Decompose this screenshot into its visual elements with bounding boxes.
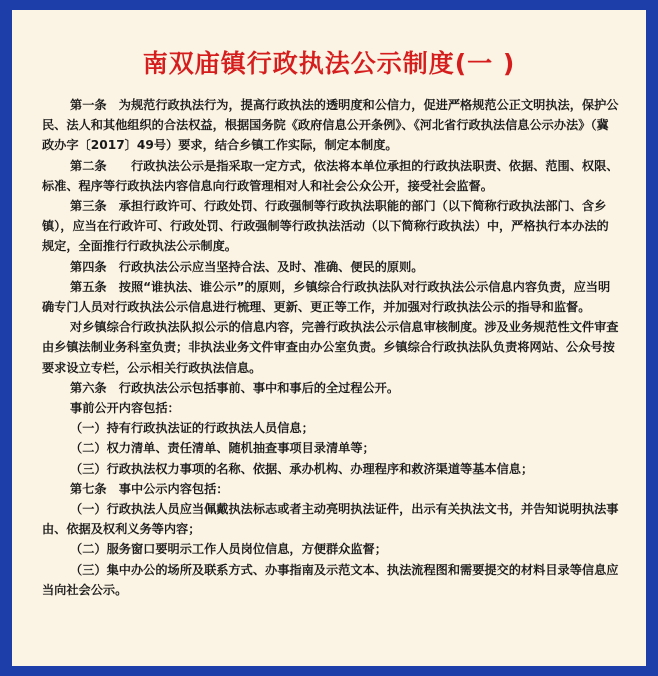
in-process-item-1: （一）行政执法人员应当佩戴执法标志或者主动亮明执法证件，出示有关执法文书，并告知说明执法事由、依据及权利义务等内容；	[42, 502, 619, 537]
pre-disclosure-heading: 事前公开内容包括：	[70, 401, 180, 416]
pre-disclosure-item-3: （三）行政执法权力事项的名称、依据、承办机构、办理程序和救济渠道等基本信息；	[70, 461, 534, 476]
article-1: 第一条 为规范行政执法行为，提高行政执法的透明度和公信力，促进严格规范公正文明执法，保护公民、法人和其他组织的合法权益，根据国务院《政府信息公开条例》、《河北省行政执法信息公示办法》（冀政办字〔2017〕49号）要求，结合乡镇工作实际，制定本制度。	[42, 98, 619, 153]
pre-disclosure-item-2: （二）权力清单、责任清单、随机抽查事项目录清单等；	[70, 441, 375, 456]
article-4: 第四条 行政执法公示应当坚持合法、及时、准确、便民的原则。	[70, 259, 424, 274]
pre-disclosure-item-1: （一）持有行政执法证的行政执法人员信息；	[70, 421, 314, 436]
page-title: 南双庙镇行政执法公示制度(一 )	[142, 49, 516, 78]
in-process-item-3: （三）集中办公的场所及联系方式、办事指南及示范文本、执法流程图和需要提交的材料目录等信息应当向社会公示。	[42, 562, 619, 597]
notice-panel	[12, 10, 646, 666]
article-7: 第七条 事中公示内容包括：	[70, 481, 229, 496]
article-5-supplement: 对乡镇综合行政执法队拟公示的信息内容，完善行政执法公示信息审核制度。涉及业务规范性文件审查由乡镇法制业务科室负责；非执法业务文件审查由办公室负责。乡镇综合行政执法队负责将网站、公众号按要求设立专栏，公示相关行政执法信息。	[42, 320, 619, 375]
article-6: 第六条 行政执法公示包括事前、事中和事后的全过程公开。	[70, 380, 400, 395]
article-5: 第五条 按照“谁执法、谁公示”的原则，乡镇综合行政执法队对行政执法公示信息内容负责，应当明确专门人员对行政执法公示信息进行梳理、更新、更正等工作，并加强对行政执法公示的指导和监督。	[42, 279, 611, 315]
document-body	[42, 95, 620, 600]
article-3: 第三条 承担行政许可、行政处罚、行政强制等行政执法职能的部门（以下简称行政执法部门、含乡镇），应当在行政许可、行政处罚、行政强制等行政执法活动（以下简称行政执法）中，严格执行本办法的规定，全面推行行政执法公示制度。	[42, 199, 609, 254]
article-2: 第二条 行政执法公示是指采取一定方式，依法将本单位承担的行政执法职责、依据、范围、权限、标准、程序等行政执法内容信息向行政管理相对人和社会公众公开，接受社会监督。	[42, 158, 619, 193]
in-process-item-2: （二）服务窗口要明示工作人员岗位信息，方便群众监督；	[70, 542, 387, 557]
